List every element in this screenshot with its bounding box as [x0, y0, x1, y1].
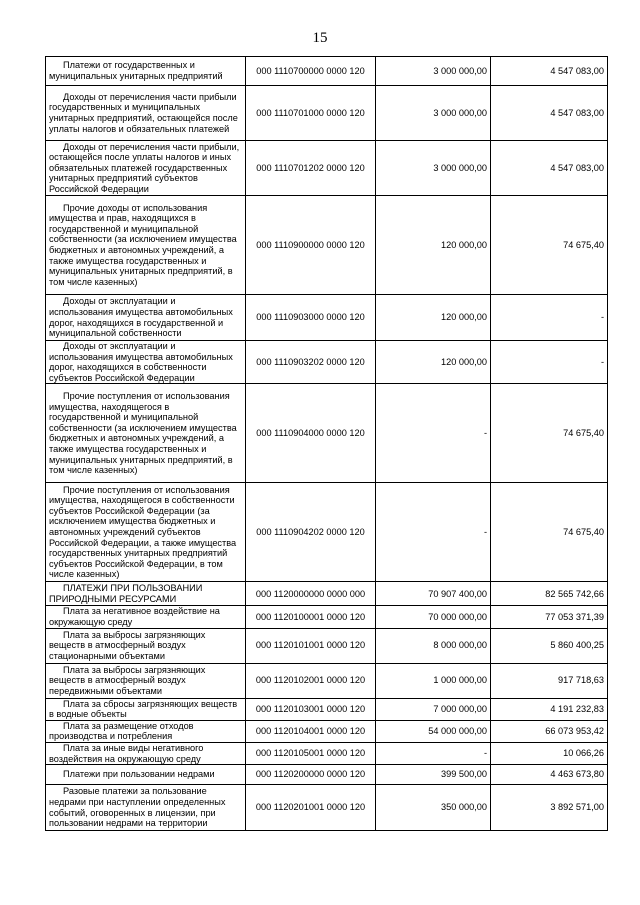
row-fact-cell: 4 463 673,80	[491, 765, 608, 785]
row-name-cell: Разовые платежи за пользование недрами при наступлении определенных событий, оговоренных в лицензии, при пользовании недрами на территории	[46, 785, 246, 831]
row-fact-cell: 74 675,40	[491, 196, 608, 295]
row-code-cell: 000 1110701202 0000 120	[246, 141, 376, 196]
row-code-cell: 000 1110900000 0000 120	[246, 196, 376, 295]
row-plan-cell: 120 000,00	[376, 295, 491, 341]
row-fact-cell: -	[491, 295, 608, 341]
row-code-cell: 000 1120100001 0000 120	[246, 606, 376, 628]
row-name-cell: Прочие поступления от использования имущества, находящегося в государственной и муниципальной собственности (за исключением имущества бюджетных и автономных учреждений, а также имущества государственных и муниципальных унитарных предприятий, в том числе казенных)	[46, 384, 246, 483]
row-plan-cell: -	[376, 742, 491, 764]
table-row	[46, 720, 608, 742]
row-plan-cell: 3 000 000,00	[376, 57, 491, 86]
table-row	[46, 742, 608, 764]
table-row	[46, 483, 608, 582]
row-fact-cell: 5 860 400,25	[491, 628, 608, 663]
budget-revenue-table	[45, 56, 608, 831]
row-name-cell: Прочие доходы от использования имущества и прав, находящихся в государственной и муниципальной собственности (за исключением имущества бюджетных и автономных учреждений, а также имущества государственных и муниципальных унитарных предприятий, в том числе казенных)	[46, 196, 246, 295]
row-name-cell: Плата за иные виды негативного воздействия на окружающую среду	[46, 742, 246, 764]
row-fact-cell: 66 073 953,42	[491, 720, 608, 742]
row-code-cell: 000 1120102001 0000 120	[246, 663, 376, 698]
row-fact-cell: 82 565 742,66	[491, 582, 608, 606]
table-row	[46, 765, 608, 785]
table-row	[46, 86, 608, 141]
row-name-cell: Плата за размещение отходов производства и потребления	[46, 720, 246, 742]
row-code-cell: 000 1110904202 0000 120	[246, 483, 376, 582]
row-code-cell: 000 1110700000 0000 120	[246, 57, 376, 86]
row-plan-cell: 70 000 000,00	[376, 606, 491, 628]
row-plan-cell: 120 000,00	[376, 196, 491, 295]
row-name-cell: Доходы от эксплуатации и использования имущества автомобильных дорог, находящихся в государственной и муниципальной собственности	[46, 295, 246, 341]
table-row	[46, 628, 608, 663]
row-fact-cell: 74 675,40	[491, 483, 608, 582]
row-plan-cell: -	[376, 384, 491, 483]
table-row	[46, 582, 608, 606]
row-fact-cell: -	[491, 341, 608, 384]
row-name-cell: Платежи при пользовании недрами	[46, 765, 246, 785]
row-plan-cell: 8 000 000,00	[376, 628, 491, 663]
row-fact-cell: 4 547 083,00	[491, 141, 608, 196]
table-row	[46, 698, 608, 720]
row-code-cell: 000 1120104001 0000 120	[246, 720, 376, 742]
row-fact-cell: 917 718,63	[491, 663, 608, 698]
table-row	[46, 606, 608, 628]
row-fact-cell: 3 892 571,00	[491, 785, 608, 831]
row-name-cell: Платежи от государственных и муниципальных унитарных предприятий	[46, 57, 246, 86]
row-code-cell: 000 1110903000 0000 120	[246, 295, 376, 341]
row-code-cell: 000 1120200000 0000 120	[246, 765, 376, 785]
row-plan-cell: 70 907 400,00	[376, 582, 491, 606]
row-code-cell: 000 1120000000 0000 000	[246, 582, 376, 606]
row-plan-cell: 7 000 000,00	[376, 698, 491, 720]
row-code-cell: 000 1110903202 0000 120	[246, 341, 376, 384]
page-number: 15	[312, 30, 328, 46]
row-plan-cell: 350 000,00	[376, 785, 491, 831]
row-fact-cell: 10 066,26	[491, 742, 608, 764]
row-name-cell: ПЛАТЕЖИ ПРИ ПОЛЬЗОВАНИИ ПРИРОДНЫМИ РЕСУРСАМИ	[46, 582, 246, 606]
row-name-cell: Плата за сбросы загрязняющих веществ в водные объекты	[46, 698, 246, 720]
table-row	[46, 384, 608, 483]
row-code-cell: 000 1110904000 0000 120	[246, 384, 376, 483]
row-plan-cell: 3 000 000,00	[376, 141, 491, 196]
table-row	[46, 196, 608, 295]
row-code-cell: 000 1120105001 0000 120	[246, 742, 376, 764]
table-row	[46, 663, 608, 698]
table-row	[46, 57, 608, 86]
table-row	[46, 341, 608, 384]
row-name-cell: Плата за негативное воздействие на окружающую среду	[46, 606, 246, 628]
row-fact-cell: 4 547 083,00	[491, 86, 608, 141]
row-name-cell: Доходы от перечисления части прибыли, остающейся после уплаты налогов и иных обязательных платежей государственных унитарных предприятий субъектов Российской Федерации	[46, 141, 246, 196]
row-plan-cell: 399 500,00	[376, 765, 491, 785]
row-name-cell: Доходы от эксплуатации и использования имущества автомобильных дорог, находящихся в собственности субъектов Российской Федерации	[46, 341, 246, 384]
row-plan-cell: 120 000,00	[376, 341, 491, 384]
row-fact-cell: 4 191 232,83	[491, 698, 608, 720]
row-plan-cell: 1 000 000,00	[376, 663, 491, 698]
row-code-cell: 000 1120101001 0000 120	[246, 628, 376, 663]
row-code-cell: 000 1120103001 0000 120	[246, 698, 376, 720]
row-fact-cell: 74 675,40	[491, 384, 608, 483]
row-plan-cell: -	[376, 483, 491, 582]
row-name-cell: Плата за выбросы загрязняющих веществ в атмосферный воздух стационарными объектами	[46, 628, 246, 663]
row-name-cell: Прочие поступления от использования имущества, находящегося в собственности субъектов Российской Федерации (за исключением имущества бюджетных и автономных учреждений субъектов Российской Федерации, а также имущества государственных унитарных предприятий субъектов Российской Федерации, в том числе казенных)	[46, 483, 246, 582]
row-plan-cell: 54 000 000,00	[376, 720, 491, 742]
row-code-cell: 000 1120201001 0000 120	[246, 785, 376, 831]
row-name-cell: Плата за выбросы загрязняющих веществ в атмосферный воздух передвижными объектами	[46, 663, 246, 698]
table-row	[46, 141, 608, 196]
row-fact-cell: 4 547 083,00	[491, 57, 608, 86]
row-name-cell: Доходы от перечисления части прибыли государственных и муниципальных унитарных предприятий, остающейся после уплаты налогов и обязательных платежей	[46, 86, 246, 141]
row-fact-cell: 77 053 371,39	[491, 606, 608, 628]
row-code-cell: 000 1110701000 0000 120	[246, 86, 376, 141]
table-row	[46, 785, 608, 831]
table-row	[46, 295, 608, 341]
row-plan-cell: 3 000 000,00	[376, 86, 491, 141]
